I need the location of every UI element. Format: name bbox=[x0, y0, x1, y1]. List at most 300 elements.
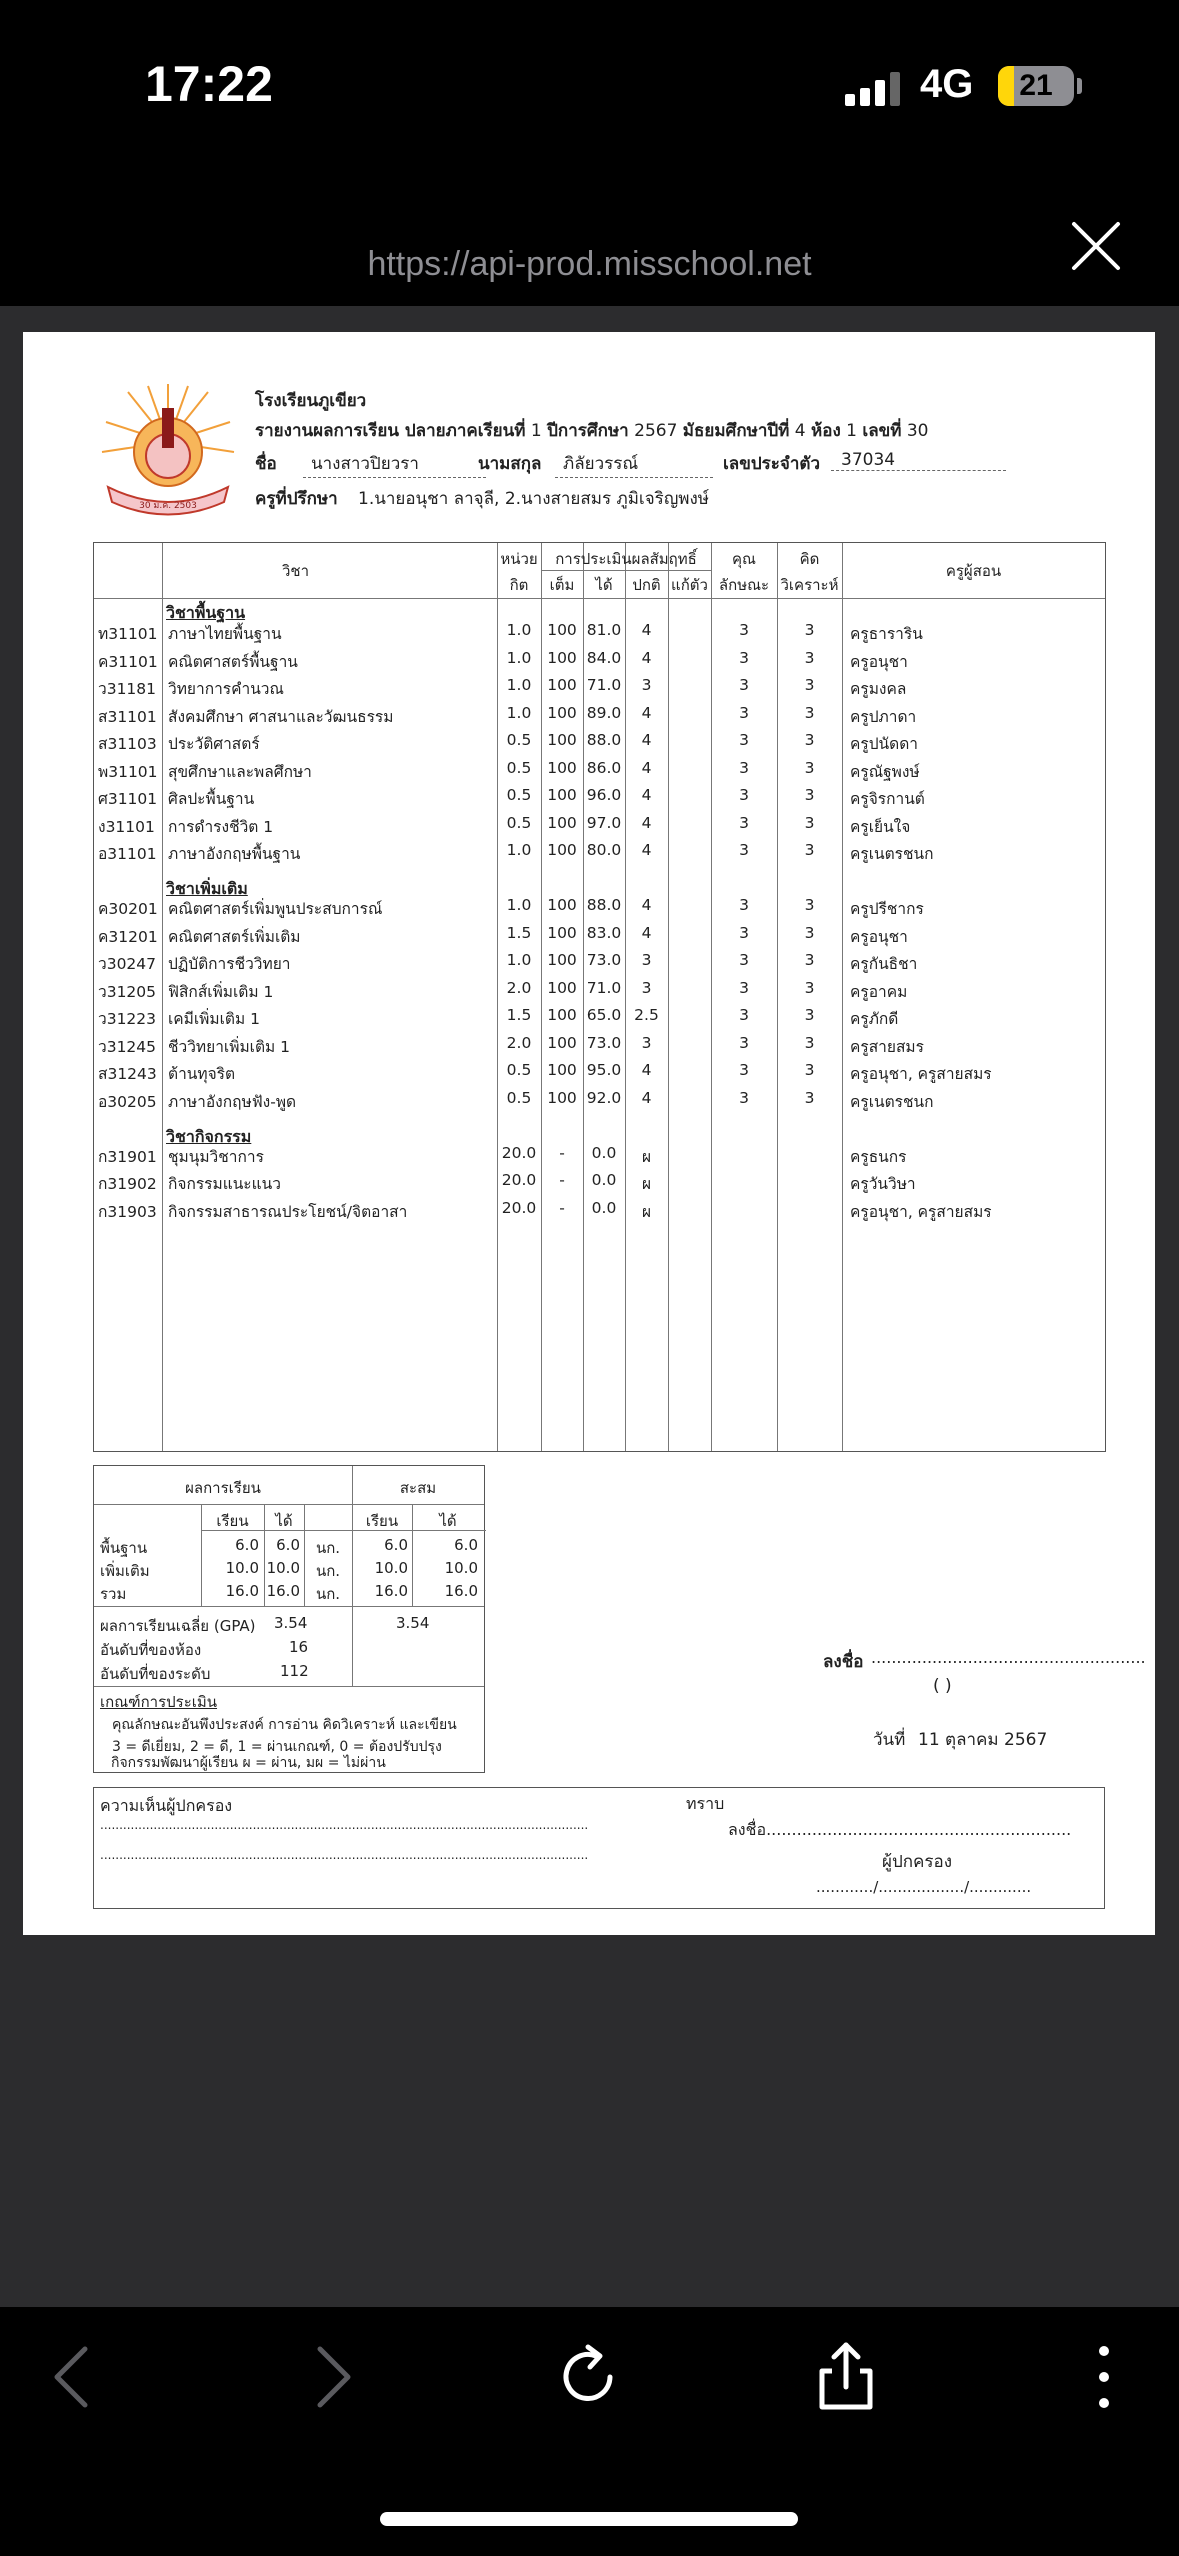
svg-text:30 ม.ค. 2503: 30 ม.ค. 2503 bbox=[139, 501, 197, 511]
criteria-line-3: กิจกรรมพัฒนาผู้เรียน ผ = ผ่าน, มผ = ไม่ผ่าน bbox=[111, 1755, 386, 1771]
cell-grade: ผ bbox=[641, 1202, 652, 1221]
cell-full: 100 bbox=[547, 676, 577, 694]
cell-got: 71.0 bbox=[586, 978, 622, 997]
cell-full: 100 bbox=[547, 978, 577, 997]
cell-char: 3 bbox=[739, 1033, 749, 1052]
summary-box bbox=[93, 1465, 485, 1773]
section-activity: วิชากิจกรรม bbox=[166, 1127, 252, 1146]
table-row bbox=[94, 1031, 1105, 1057]
close-icon[interactable] bbox=[1068, 218, 1124, 274]
cell-grade: 4 bbox=[641, 703, 652, 722]
cell-code: ว30247 bbox=[98, 955, 157, 973]
cumulative-gpa-value: 3.54 bbox=[396, 1614, 430, 1632]
table-row bbox=[94, 811, 1105, 837]
cell-full: 100 bbox=[547, 923, 577, 942]
id-label: เลขประจำตัว bbox=[723, 454, 820, 474]
cell-code: อ30205 bbox=[98, 1092, 157, 1111]
summary-row-got: 6.0 bbox=[276, 1536, 300, 1554]
cell-credit: 1.0 bbox=[506, 703, 532, 722]
cell-teacher: ครูวันวิษา bbox=[850, 1175, 916, 1193]
cell-name: กิจกรรมแนะแนว bbox=[168, 1175, 281, 1193]
cell-grade: 4 bbox=[641, 648, 652, 667]
cell-think: 3 bbox=[804, 923, 815, 942]
header-teacher: ครูผู้สอน bbox=[945, 562, 1002, 580]
criteria-line-2: 3 = ดีเยี่ยม, 2 = ดี, 1 = ผ่านเกณฑ์, 0 = ต้องปรับปรุง bbox=[112, 1739, 442, 1755]
cell-teacher: ครูภักดี bbox=[850, 1010, 899, 1028]
back-icon[interactable] bbox=[35, 2337, 115, 2417]
table-row bbox=[94, 976, 1105, 1002]
cell-code: ว31205 bbox=[98, 982, 157, 1001]
cell-full: - bbox=[559, 1198, 565, 1217]
cell-got: 84.0 bbox=[586, 648, 622, 667]
cell-teacher: ครูอนุชา, ครูสายสมร bbox=[850, 1202, 992, 1221]
cell-credit: 1.5 bbox=[506, 923, 532, 942]
sign-label: ลงชื่อ bbox=[823, 1652, 864, 1672]
student-number: 30 bbox=[906, 421, 929, 441]
guardian-label: ผู้ปกครอง bbox=[882, 1852, 953, 1872]
cell-credit: 1.0 bbox=[506, 841, 532, 859]
room: 1 bbox=[846, 421, 857, 441]
cell-char: 3 bbox=[739, 676, 749, 694]
cell-char: 3 bbox=[739, 648, 749, 667]
header-credit-bottom: กิต bbox=[509, 576, 529, 594]
cell-grade: 4 bbox=[641, 1088, 652, 1107]
student-name: นางสาวปิยวรา bbox=[303, 450, 486, 478]
cell-name: ศิลปะพื้นฐาน bbox=[168, 790, 255, 808]
cell-full: 100 bbox=[547, 731, 577, 749]
school-logo bbox=[98, 382, 238, 522]
cell-got: 80.0 bbox=[586, 841, 622, 859]
criteria-line-1: คุณลักษณะอันพึงประสงค์ การอ่าน คิดวิเคราะห์ และเขียน bbox=[112, 1717, 457, 1733]
cell-got: 92.0 bbox=[586, 1088, 622, 1107]
table-row bbox=[94, 893, 1105, 919]
cell-grade: 4 bbox=[641, 786, 652, 804]
summary-row-label: รวม bbox=[100, 1585, 127, 1603]
cell-char: 3 bbox=[739, 841, 749, 859]
cell-code: ส31243 bbox=[98, 1065, 157, 1083]
cell-full: 100 bbox=[547, 1033, 577, 1052]
summary-row-cum-study: 10.0 bbox=[374, 1559, 408, 1577]
summary-row-unit: นก. bbox=[315, 1539, 341, 1557]
cell-credit: 0.5 bbox=[506, 1088, 532, 1107]
cell-name: ภาษาอังกฤษฟัง-พูด bbox=[168, 1092, 297, 1111]
cell-code: อ31101 bbox=[98, 845, 157, 863]
parent-opinion-label: ความเห็นผู้ปกครอง bbox=[100, 1796, 233, 1815]
forward-icon[interactable] bbox=[290, 2337, 370, 2417]
cell-got: 88.0 bbox=[586, 731, 622, 749]
cell-full: 100 bbox=[547, 1061, 577, 1079]
grade: 4 bbox=[794, 421, 806, 441]
summary-cum-study-header: เรียน bbox=[365, 1512, 399, 1530]
criteria-title: เกณฑ์การประเมิน bbox=[100, 1693, 218, 1711]
summary-row-cum-got: 16.0 bbox=[444, 1582, 478, 1600]
summary-row-label: พื้นฐาน bbox=[100, 1539, 148, 1557]
cell-grade: 3 bbox=[641, 676, 652, 694]
cell-teacher: ครูปนัดดา bbox=[850, 735, 918, 753]
parent-opinion-box bbox=[93, 1787, 1105, 1909]
cell-think: 3 bbox=[804, 1061, 815, 1079]
cell-think: 3 bbox=[804, 731, 815, 749]
cell-got: 71.0 bbox=[586, 676, 622, 694]
cell-full: 100 bbox=[547, 1006, 577, 1024]
cell-code: ก31903 bbox=[98, 1202, 157, 1221]
cell-name: คณิตศาสตร์พื้นฐาน bbox=[168, 652, 298, 671]
cell-grade: 4 bbox=[641, 813, 652, 832]
cell-credit: 20.0 bbox=[501, 1143, 537, 1162]
table-row bbox=[94, 1058, 1105, 1084]
cell-code: ค31201 bbox=[98, 927, 158, 946]
summary-row-label: เพิ่มเติม bbox=[100, 1562, 150, 1580]
cell-char: 3 bbox=[739, 703, 749, 722]
name-label: ชื่อ bbox=[255, 454, 277, 474]
cell-teacher: ครูกันธิชา bbox=[850, 955, 918, 973]
cell-grade: 4 bbox=[641, 758, 652, 777]
cell-credit: 2.0 bbox=[506, 978, 532, 997]
cell-think: 3 bbox=[804, 1006, 815, 1024]
table-row bbox=[94, 1196, 1105, 1222]
cell-teacher: ครูเย็นใจ bbox=[850, 817, 911, 836]
cell-grade: 4 bbox=[641, 923, 652, 942]
cell-got: 73.0 bbox=[586, 951, 622, 969]
cell-teacher: ครูอนุชา bbox=[850, 652, 908, 671]
title-prefix: รายงานผลการเรียน ปลายภาคเรียนที่ bbox=[255, 421, 526, 441]
cell-code: พ31101 bbox=[98, 762, 158, 781]
number-label: เลขที่ bbox=[862, 421, 902, 441]
gpa-value: 3.54 bbox=[274, 1614, 308, 1632]
cell-got: 73.0 bbox=[586, 1033, 622, 1052]
cell-think: 3 bbox=[804, 951, 815, 969]
reload-icon[interactable] bbox=[550, 2337, 630, 2417]
network-type: 4G bbox=[920, 62, 974, 106]
cell-name: คณิตศาสตร์เพิ่มเติม bbox=[168, 927, 301, 946]
header-normal: ปกติ bbox=[632, 576, 661, 594]
cell-credit: 0.5 bbox=[506, 1061, 532, 1079]
sign-paren: ( ) bbox=[933, 1676, 952, 1696]
cell-full: - bbox=[559, 1171, 565, 1189]
date-label: วันที่ bbox=[873, 1730, 906, 1750]
header-think-top: คิด bbox=[799, 550, 820, 568]
cell-think: 3 bbox=[804, 786, 815, 804]
school-name: โรงเรียนภูเขียว bbox=[255, 391, 367, 411]
table-row bbox=[94, 921, 1105, 947]
cell-char: 3 bbox=[739, 896, 749, 914]
cell-think: 3 bbox=[804, 676, 815, 694]
cell-grade: 3 bbox=[641, 978, 652, 997]
cell-think: 3 bbox=[804, 841, 815, 859]
cell-credit: 0.5 bbox=[506, 786, 532, 804]
header-fix: แก้ตัว bbox=[671, 576, 708, 594]
table-row bbox=[94, 783, 1105, 809]
cell-think: 3 bbox=[804, 896, 815, 914]
section-additional: วิชาเพิ่มเติม bbox=[166, 879, 248, 898]
cell-name: ภาษาอังกฤษพื้นฐาน bbox=[168, 845, 301, 863]
table-row bbox=[94, 618, 1105, 644]
grade-label: มัธยมศึกษาปีที่ bbox=[682, 421, 790, 441]
year: 2567 bbox=[634, 421, 678, 441]
report-title bbox=[255, 417, 929, 444]
cell-name: การดำรงชีวิต 1 bbox=[168, 817, 274, 836]
cell-got: 86.0 bbox=[586, 758, 622, 777]
cell-got: 88.0 bbox=[586, 896, 622, 914]
cell-credit: 0.5 bbox=[506, 758, 532, 777]
cell-credit: 1.0 bbox=[506, 621, 532, 639]
cell-think: 3 bbox=[804, 621, 815, 639]
cell-code: ค30201 bbox=[98, 900, 158, 918]
summary-row-got: 16.0 bbox=[266, 1582, 300, 1600]
cell-code: ว31223 bbox=[98, 1010, 157, 1028]
share-icon[interactable] bbox=[806, 2337, 886, 2417]
table-row bbox=[94, 756, 1105, 782]
summary-cum-got-header: ได้ bbox=[439, 1512, 457, 1530]
cell-teacher: ครูธาราริน bbox=[850, 625, 923, 643]
cell-got: 0.0 bbox=[591, 1198, 617, 1217]
cell-think: 3 bbox=[804, 648, 815, 667]
summary-study-header: เรียน bbox=[216, 1512, 249, 1530]
cell-got: 97.0 bbox=[586, 813, 622, 832]
cell-got: 96.0 bbox=[586, 786, 622, 804]
summary-row-cum-study: 6.0 bbox=[384, 1536, 408, 1554]
cell-grade: 4 bbox=[641, 1061, 652, 1079]
cell-credit: 1.0 bbox=[506, 896, 532, 914]
header-full: เต็ม bbox=[549, 576, 575, 594]
sign-line: ...................................................... bbox=[871, 1648, 1146, 1667]
cell-code: ง31101 bbox=[98, 817, 155, 836]
table-row bbox=[94, 1086, 1105, 1112]
table-row bbox=[94, 1003, 1105, 1029]
cell-name: กิจกรรมสาธารณประโยชน์/จิตอาสา bbox=[168, 1202, 408, 1221]
more-icon[interactable] bbox=[1064, 2337, 1144, 2417]
table-row bbox=[94, 701, 1105, 727]
surname-label: นามสกุล bbox=[478, 454, 542, 474]
cell-think: 3 bbox=[804, 1033, 815, 1052]
header-got: ได้ bbox=[595, 576, 613, 594]
cell-name: ชีววิทยาเพิ่มเติม 1 bbox=[168, 1037, 291, 1056]
summary-cumulative-label: สะสม bbox=[399, 1479, 437, 1497]
cell-teacher: ครูเนตรชนก bbox=[850, 845, 934, 863]
cell-credit: 1.0 bbox=[506, 648, 532, 667]
cell-grade: 3 bbox=[641, 951, 652, 969]
cell-char: 3 bbox=[739, 813, 749, 832]
cell-grade: 4 bbox=[641, 841, 652, 859]
signal-icon bbox=[845, 72, 905, 106]
cell-teacher: ครูอนุชา, ครูสายสมร bbox=[850, 1065, 992, 1083]
report-date: 11 ตุลาคม 2567 bbox=[918, 1730, 1048, 1750]
cell-name: ภาษาไทยพื้นฐาน bbox=[168, 625, 282, 643]
cell-got: 95.0 bbox=[586, 1061, 622, 1079]
student-id: 37034 bbox=[831, 450, 1006, 471]
battery-tip bbox=[1077, 78, 1082, 94]
cell-char: 3 bbox=[739, 731, 749, 749]
summary-row-unit: นก. bbox=[315, 1585, 341, 1603]
table-row bbox=[94, 948, 1105, 974]
header-char-bottom: ลักษณะ bbox=[718, 576, 770, 594]
year-label: ปีการศึกษา bbox=[547, 421, 629, 441]
student-surname: ภิลัยวรรณ์ bbox=[555, 450, 713, 478]
cell-name: ฟิสิกส์เพิ่มเติม 1 bbox=[168, 982, 274, 1001]
summary-row-cum-got: 6.0 bbox=[454, 1536, 478, 1554]
summary-row-study: 10.0 bbox=[225, 1559, 259, 1577]
cell-think: 3 bbox=[804, 758, 815, 777]
summary-row-study: 16.0 bbox=[225, 1582, 259, 1600]
cell-credit: 2.0 bbox=[506, 1033, 532, 1052]
student-name-row bbox=[255, 450, 277, 477]
cell-name: สังคมศึกษา ศาสนาและวัฒนธรรม bbox=[168, 707, 394, 726]
parent-date-line: ............/................../............. bbox=[816, 1878, 1032, 1896]
cell-grade: 4 bbox=[641, 621, 652, 639]
cell-got: 89.0 bbox=[586, 703, 622, 722]
page-url[interactable]: https://api-prod.misschool.net bbox=[367, 245, 812, 283]
cell-teacher: ครูธนกร bbox=[850, 1147, 907, 1166]
gpa-label: ผลการเรียนเฉลี่ย (GPA) bbox=[100, 1617, 256, 1635]
cell-full: 100 bbox=[547, 1088, 577, 1107]
cell-think: 3 bbox=[804, 703, 815, 722]
cell-name: สุขศึกษาและพลศึกษา bbox=[168, 762, 312, 781]
cell-code: ว31245 bbox=[98, 1037, 157, 1056]
cell-credit: 20.0 bbox=[501, 1198, 537, 1217]
cell-teacher: ครูปรีชากร bbox=[850, 900, 924, 918]
table-row bbox=[94, 673, 1105, 699]
cell-code: ศ31101 bbox=[98, 790, 158, 808]
parent-opinion-line-2[interactable]: ................................................................................................................................ bbox=[100, 1848, 589, 1862]
cell-credit: 20.0 bbox=[501, 1171, 537, 1189]
header-assessment: การประเมินผลสัมฤทธิ์ bbox=[555, 550, 697, 568]
cell-name: ประวัติศาสตร์ bbox=[168, 735, 260, 753]
cell-credit: 1.0 bbox=[506, 951, 532, 969]
cell-teacher: ครูมงคล bbox=[850, 680, 907, 698]
cell-grade: 3 bbox=[641, 1033, 652, 1052]
status-time: 17:22 bbox=[145, 56, 273, 112]
grades-table bbox=[93, 542, 1106, 1452]
cell-credit: 0.5 bbox=[506, 813, 532, 832]
summary-got-header: ได้ bbox=[275, 1512, 293, 1530]
cell-full: 100 bbox=[547, 786, 577, 804]
summary-row-cum-study: 16.0 bbox=[374, 1582, 408, 1600]
cell-grade: ผ bbox=[641, 1147, 652, 1166]
cell-got: 81.0 bbox=[586, 621, 622, 639]
cell-char: 3 bbox=[739, 758, 749, 777]
cell-code: ท31101 bbox=[98, 625, 158, 643]
cell-full: 100 bbox=[547, 621, 577, 639]
table-row bbox=[94, 1168, 1105, 1194]
cell-full: 100 bbox=[547, 813, 577, 832]
cell-name: คณิตศาสตร์เพิ่มพูนประสบการณ์ bbox=[168, 900, 383, 918]
cell-teacher: ครูเนตรชนก bbox=[850, 1092, 934, 1111]
cell-got: 65.0 bbox=[586, 1006, 622, 1024]
battery-percent: 21 bbox=[1019, 69, 1053, 102]
header-subject: วิชา bbox=[281, 562, 310, 580]
rank-room-value: 16 bbox=[289, 1638, 309, 1656]
cell-teacher: ครูสายสมร bbox=[850, 1037, 924, 1056]
summary-row-unit: นก. bbox=[315, 1562, 341, 1580]
cell-teacher: ครูอาคม bbox=[850, 982, 908, 1001]
table-row bbox=[94, 1141, 1105, 1167]
cell-name: ปฏิบัติการชีววิทยา bbox=[168, 955, 291, 973]
cell-teacher: ครูณัฐพงษ์ bbox=[850, 762, 920, 781]
section-basic: วิชาพื้นฐาน bbox=[166, 603, 246, 622]
cell-char: 3 bbox=[739, 621, 749, 639]
cell-grade: 4 bbox=[641, 731, 652, 749]
room-label: ห้อง bbox=[811, 421, 841, 441]
cell-code: ค31101 bbox=[98, 652, 158, 671]
cell-char: 3 bbox=[739, 923, 749, 942]
summary-results-label: ผลการเรียน bbox=[185, 1479, 261, 1497]
parent-opinion-line-1[interactable]: ................................................................................................................................ bbox=[100, 1818, 589, 1832]
summary-row-study: 6.0 bbox=[235, 1536, 259, 1554]
cell-code: ส31103 bbox=[98, 735, 157, 753]
cell-char: 3 bbox=[739, 951, 749, 969]
cell-full: 100 bbox=[547, 951, 577, 969]
cell-credit: 1.5 bbox=[506, 1006, 532, 1024]
cell-code: ส31101 bbox=[98, 707, 157, 726]
parent-sign-line: ลงชื่อ............................................................ bbox=[728, 1820, 1072, 1839]
cell-char: 3 bbox=[739, 786, 749, 804]
cell-full: 100 bbox=[547, 703, 577, 722]
cell-teacher: ครูปภาดา bbox=[850, 707, 917, 726]
report-document bbox=[23, 332, 1155, 1935]
cell-got: 0.0 bbox=[591, 1143, 617, 1162]
header-credit-top: หน่วย bbox=[500, 550, 538, 568]
home-indicator[interactable] bbox=[380, 2512, 798, 2526]
cell-think: 3 bbox=[804, 1088, 815, 1107]
cell-think: 3 bbox=[804, 978, 815, 997]
cell-teacher: ครูจิรกานต์ bbox=[850, 790, 925, 808]
cell-code: ก31902 bbox=[98, 1175, 157, 1193]
cell-credit: 1.0 bbox=[506, 676, 532, 694]
table-row bbox=[94, 646, 1105, 672]
status-bar bbox=[0, 0, 1179, 190]
header-think-bottom: วิเคราะห์ bbox=[780, 576, 839, 594]
cell-name: ต้านทุจริต bbox=[168, 1065, 236, 1083]
cell-teacher: ครูอนุชา bbox=[850, 927, 908, 946]
cell-full: 100 bbox=[547, 896, 577, 914]
rank-room-label: อันดับที่ของห้อง bbox=[100, 1641, 202, 1659]
table-row bbox=[94, 728, 1105, 754]
cell-full: 100 bbox=[547, 758, 577, 777]
cell-name: ชุมนุมวิชาการ bbox=[168, 1147, 264, 1166]
cell-credit: 0.5 bbox=[506, 731, 532, 749]
cell-char: 3 bbox=[739, 1006, 749, 1024]
rank-level-label: อันดับที่ของระดับ bbox=[100, 1665, 211, 1683]
cell-name: เคมีเพิ่มเติม 1 bbox=[168, 1010, 260, 1028]
acknowledge-label: ทราบ bbox=[686, 1794, 725, 1813]
browser-url-bar bbox=[0, 190, 1179, 306]
cell-got: 83.0 bbox=[586, 923, 622, 942]
header-char-top: คุณ bbox=[732, 550, 756, 568]
cell-code: ก31901 bbox=[98, 1147, 157, 1166]
cell-full: 100 bbox=[547, 648, 577, 667]
cell-grade: 2.5 bbox=[634, 1006, 659, 1024]
semester: 1 bbox=[530, 421, 542, 441]
cell-full: 100 bbox=[547, 841, 577, 859]
cell-name: วิทยาการคำนวณ bbox=[168, 680, 284, 698]
cell-grade: 4 bbox=[641, 896, 652, 914]
cell-grade: ผ bbox=[641, 1175, 652, 1193]
cell-char: 3 bbox=[739, 978, 749, 997]
summary-row-got: 10.0 bbox=[266, 1559, 300, 1577]
battery-icon bbox=[998, 66, 1074, 106]
advisors: 1.นายอนุชา ลาจุลี, 2.นางสายสมร ภูมิเจริญพงษ์ bbox=[358, 489, 710, 509]
summary-row-cum-got: 10.0 bbox=[444, 1559, 478, 1577]
advisor-label: ครูที่ปรึกษา bbox=[255, 489, 338, 509]
cell-char: 3 bbox=[739, 1088, 749, 1107]
cell-full: - bbox=[559, 1143, 565, 1162]
cell-char: 3 bbox=[739, 1061, 749, 1079]
cell-code: ว31181 bbox=[98, 680, 157, 698]
rank-level-value: 112 bbox=[280, 1662, 309, 1680]
table-row bbox=[94, 838, 1105, 864]
cell-think: 3 bbox=[804, 813, 815, 832]
cell-got: 0.0 bbox=[591, 1171, 617, 1189]
